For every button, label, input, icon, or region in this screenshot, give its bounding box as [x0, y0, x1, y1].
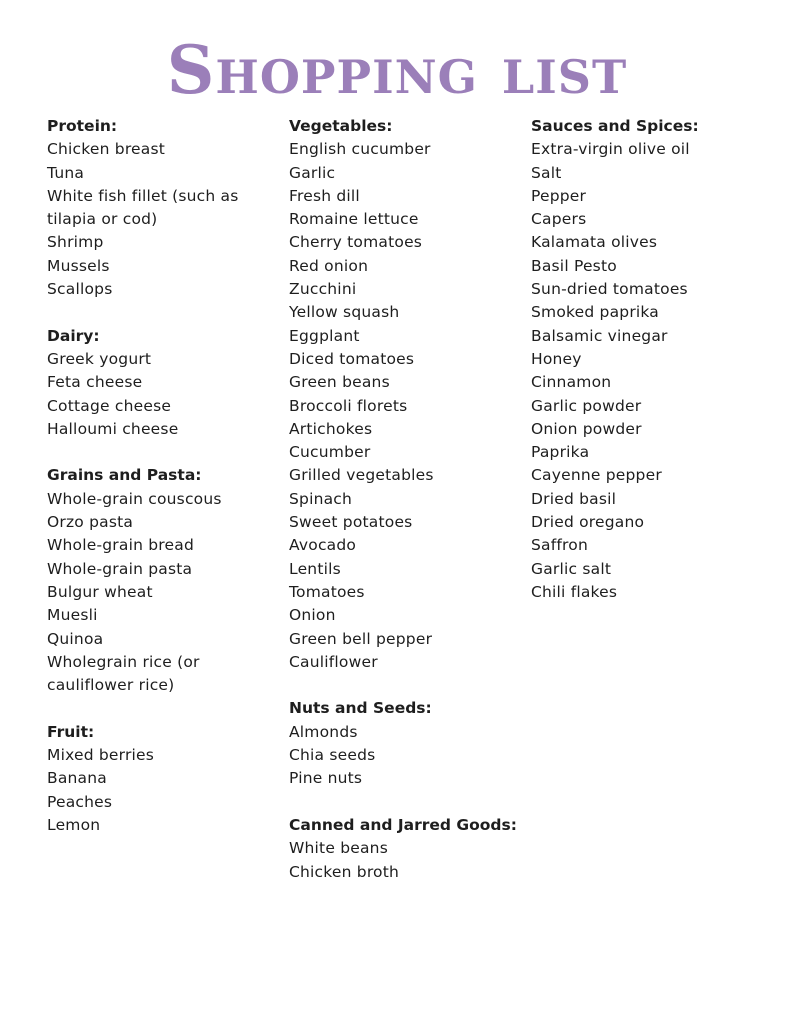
item-list [289, 138, 525, 674]
section-title: Canned and Jarred Goods: [289, 815, 517, 834]
list-item: White beans [289, 839, 388, 858]
section-title: Dairy: [47, 326, 100, 345]
list-item: Garlic salt [531, 559, 612, 578]
list-item: Dried basil [531, 489, 617, 508]
list-item: Zucchini [289, 280, 357, 299]
list-item: Honey [531, 349, 582, 368]
list-item: Diced tomatoes [289, 349, 415, 368]
section-fruit [47, 721, 283, 837]
item-list [47, 744, 283, 837]
list-item: Lentils [289, 559, 341, 578]
list-item: Feta cheese [47, 373, 143, 392]
list-item: Dried oregano [531, 513, 645, 532]
list-item: Whole-grain couscous [47, 489, 222, 508]
page-title: Shopping list [166, 31, 628, 109]
list-item: Almonds [289, 722, 358, 741]
list-item: Onion [289, 606, 336, 625]
list-item: Whole-grain pasta [47, 559, 193, 578]
list-item: Eggplant [289, 326, 360, 345]
list-item: Mixed berries [47, 746, 155, 765]
list-item: Mussels [47, 256, 110, 275]
list-item: Pepper [531, 186, 587, 205]
list-item: Cherry tomatoes [289, 233, 423, 252]
section-title: Vegetables: [289, 117, 393, 135]
column-3 [531, 115, 767, 628]
list-item: Capers [531, 210, 587, 229]
list-item: Pine nuts [289, 769, 363, 788]
section-dairy [47, 325, 283, 441]
list-item: Tuna [47, 163, 85, 182]
list-item: Chicken broth [289, 862, 400, 881]
item-list [289, 837, 525, 884]
list-item: Broccoli florets [289, 396, 408, 415]
list-item: Balsamic vinegar [531, 326, 668, 345]
list-item: Bulgur wheat [47, 582, 153, 601]
list-item: Cucumber [289, 443, 371, 462]
section-sauces-and-spices [531, 115, 767, 604]
list-item: Fresh dill [289, 186, 360, 205]
list-item: Onion powder [531, 419, 642, 438]
list-item: Cayenne pepper [531, 466, 662, 485]
list-item: Scallops [47, 280, 113, 299]
list-item: Spinach [289, 489, 353, 508]
list-item: Tomatoes [289, 582, 365, 601]
list-item: Whole-grain bread [47, 536, 194, 555]
list-item: Kalamata olives [531, 233, 658, 252]
list-item: Red onion [289, 256, 369, 275]
list-item: English cucumber [289, 140, 431, 159]
column-1 [47, 115, 283, 861]
list-item: Peaches [47, 792, 113, 811]
item-list [531, 138, 767, 604]
list-item: Cottage cheese [47, 396, 172, 415]
list-item: Sweet potatoes [289, 513, 413, 532]
section-vegetables [289, 115, 525, 674]
list-item: Greek yogurt [47, 349, 152, 368]
list-item: Artichokes [289, 419, 373, 438]
section-title: Nuts and Seeds: [289, 699, 432, 718]
section-title: Protein: [47, 117, 118, 135]
list-item: Avocado [289, 536, 357, 555]
list-item: Smoked paprika [531, 303, 660, 322]
list-item: White fish fillet (such as tilapia or cod) [47, 186, 239, 229]
list-item: Muesli [47, 606, 98, 625]
list-item: Garlic powder [531, 396, 642, 415]
list-item: Chicken breast [47, 140, 166, 159]
list-item: Saffron [531, 536, 588, 555]
section-grains-and-pasta [47, 464, 283, 697]
section-title: Grains and Pasta: [47, 466, 202, 485]
list-item: Green beans [289, 373, 390, 392]
section-title: Sauces and Spices: [531, 117, 699, 135]
list-item: Halloumi cheese [47, 419, 179, 438]
list-item: Cinnamon [531, 373, 612, 392]
section-nuts-and-seeds [289, 697, 525, 790]
list-item: Lemon [47, 815, 101, 834]
list-item: Green bell pepper [289, 629, 433, 648]
list-item: Basil Pesto [531, 256, 617, 275]
list-item: Grilled vegetables [289, 466, 434, 485]
item-list [47, 488, 283, 698]
list-item: Cauliflower [289, 652, 378, 671]
item-list [47, 138, 283, 301]
list-item: Quinoa [47, 629, 104, 648]
section-protein [47, 115, 283, 301]
list-item: Shrimp [47, 233, 104, 252]
list-item: Chili flakes [531, 582, 618, 601]
list-item: Sun-dried tomatoes [531, 280, 688, 299]
item-list [47, 348, 283, 441]
list-item: Garlic [289, 163, 336, 182]
list-item: Banana [47, 769, 107, 788]
list-item: Paprika [531, 443, 590, 462]
list-item: Extra-virgin olive oil [531, 140, 690, 159]
list-item: Yellow squash [289, 303, 400, 322]
list-item: Wholegrain rice (or cauliflower rice) [47, 652, 200, 695]
section-canned-and-jarred-goods [289, 814, 525, 884]
list-item: Romaine lettuce [289, 210, 419, 229]
item-list [289, 721, 525, 791]
column-2 [289, 115, 525, 907]
section-title: Fruit: [47, 722, 95, 741]
list-item: Salt [531, 163, 562, 182]
list-item: Chia seeds [289, 746, 376, 765]
list-item: Orzo pasta [47, 513, 134, 532]
